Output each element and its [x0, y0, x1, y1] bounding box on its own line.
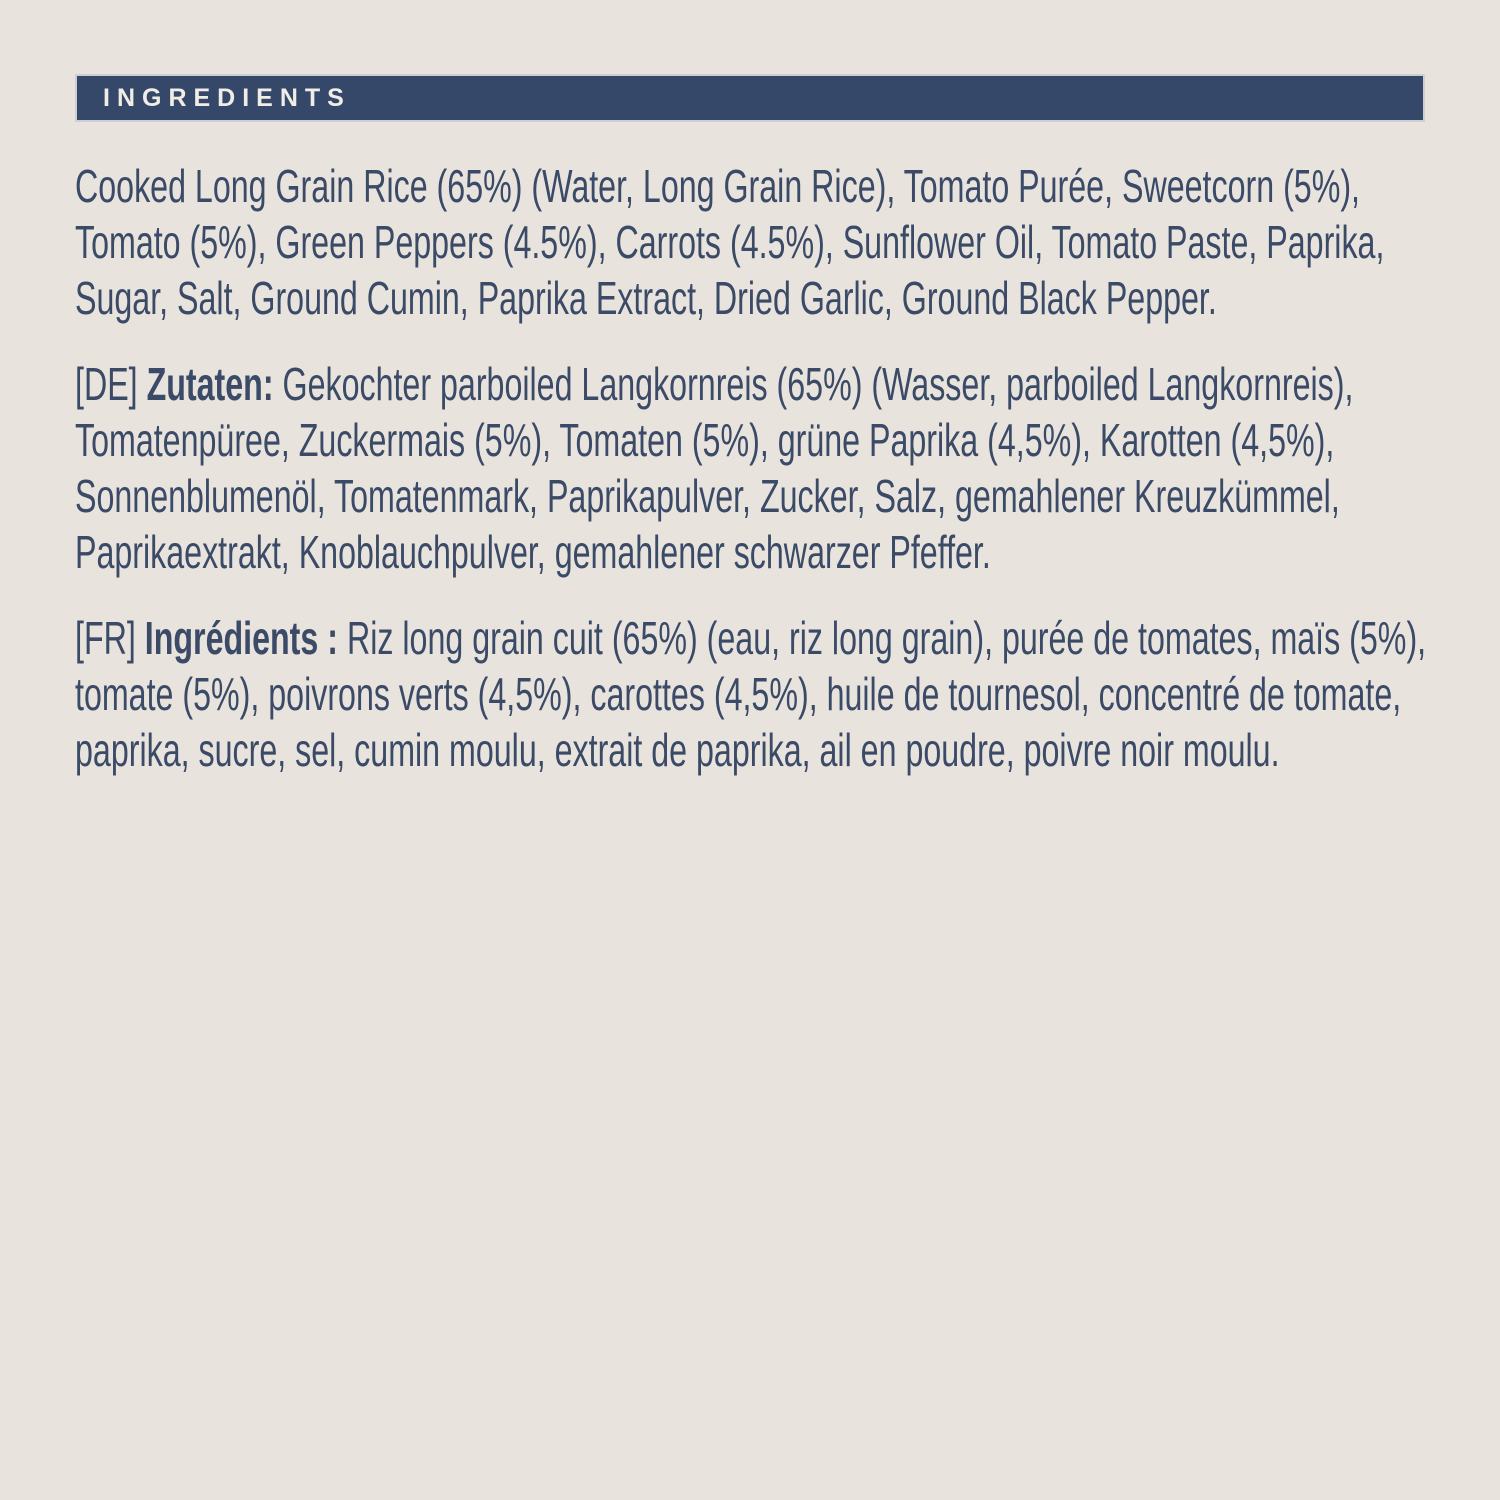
ingredients-label-fr: Ingrédients :	[144, 612, 338, 664]
ingredient-line: Paprikaextrakt, Knoblauchpulver, gemahlener schwarzer Pfeffer.	[75, 526, 991, 578]
ingredient-text: Gekochter parboiled Langkornreis (65%) (Wasser, parboiled Langkornreis),	[273, 358, 1354, 410]
ingredient-text: Riz long grain cuit (65%) (eau, riz long grain), purée de tomates, maïs (5%),	[337, 612, 1427, 664]
ingredients-label-de: Zutaten:	[146, 358, 274, 410]
ingredient-line: Sonnenblumenöl, Tomatenmark, Paprikapulver, Zucker, Salz, gemahlener Kreuzkümmel,	[75, 470, 1340, 522]
ingredient-line: Tomato (5%), Green Peppers (4.5%), Carrots (4.5%), Sunflower Oil, Tomato Paste, Paprika,	[75, 216, 1385, 268]
paragraph-english	[75, 158, 1425, 326]
paragraph-german	[75, 356, 1425, 580]
ingredient-line: Tomatenpüree, Zuckermais (5%), Tomaten (5%), grüne Paprika (4,5%), Karotten (4,5%),	[75, 414, 1335, 466]
ingredient-line: Sugar, Salt, Ground Cumin, Paprika Extract, Dried Garlic, Ground Black Pepper.	[75, 272, 1217, 324]
ingredient-line: paprika, sucre, sel, cumin moulu, extrait de paprika, ail en poudre, poivre noir moulu.	[75, 724, 1280, 776]
ingredient-line: Cooked Long Grain Rice (65%) (Water, Long Grain Rice), Tomato Purée, Sweetcorn (5%),	[75, 160, 1361, 212]
ingredient-line	[75, 610, 1427, 666]
language-tag-fr: [FR]	[75, 612, 145, 664]
ingredient-line: tomate (5%), poivrons verts (4,5%), carottes (4,5%), huile de tournesol, concentré de tomate,	[75, 668, 1402, 720]
paragraph-french	[75, 610, 1425, 778]
ingredients-header-bar	[75, 74, 1425, 122]
ingredients-panel	[75, 74, 1425, 808]
ingredients-body	[75, 158, 1425, 778]
ingredient-line	[75, 356, 1354, 412]
ingredients-title: INGREDIENTS	[103, 83, 351, 112]
language-tag-de: [DE]	[75, 358, 147, 410]
